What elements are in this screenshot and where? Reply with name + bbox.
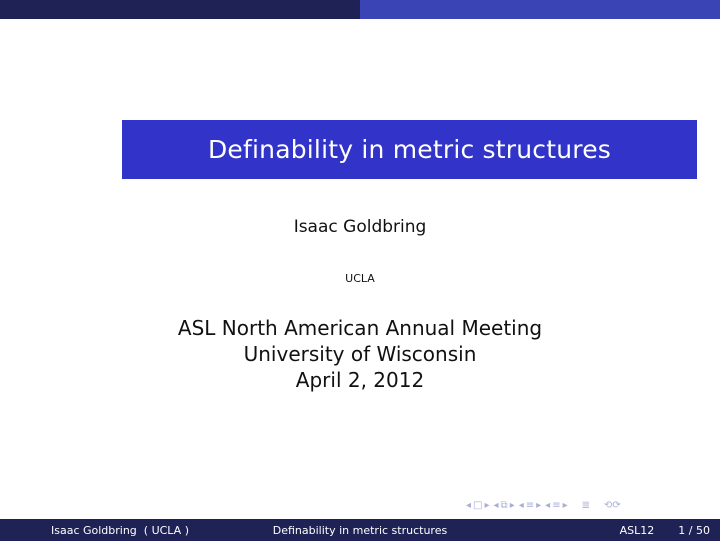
nav-arrow-left-icon[interactable]: ◂ xyxy=(466,500,472,511)
nav-section-icon[interactable]: ≡ xyxy=(525,500,535,511)
footer-author: Isaac Goldbring ( UCLA ) xyxy=(50,523,189,537)
header-bar xyxy=(0,0,720,19)
nav-subsection-icon[interactable]: ⧉ xyxy=(500,500,508,511)
author: Isaac Goldbring xyxy=(293,217,427,237)
footer-bar xyxy=(0,519,720,541)
nav-arrow-left-icon[interactable]: ◂ xyxy=(545,500,551,511)
title-box xyxy=(122,120,697,179)
institute: UCLA xyxy=(345,272,375,285)
footer-title: Definability in metric structures xyxy=(272,523,448,537)
nav-frame-icon[interactable]: □ xyxy=(473,500,483,511)
nav-presentation-icon[interactable]: ≡ xyxy=(552,500,561,511)
footer-title-section xyxy=(240,519,480,541)
event-info xyxy=(0,315,720,393)
header-bar-left xyxy=(0,0,360,19)
header-bar-right xyxy=(360,0,720,19)
nav-arrow-right-icon[interactable]: ▸ xyxy=(509,500,515,511)
nav-arrow-right-icon[interactable]: ▸ xyxy=(562,500,568,511)
event-location: University of Wisconsin xyxy=(243,342,477,366)
event-name: ASL North American Annual Meeting xyxy=(177,316,543,340)
footer-author-section xyxy=(0,519,240,541)
nav-arrow-left-icon[interactable]: ◂ xyxy=(493,500,499,511)
nav-search-icon[interactable]: ⟲⟳ xyxy=(604,500,621,511)
slide-title: Definability in metric structures xyxy=(207,135,612,164)
nav-arrow-right-icon[interactable]: ▸ xyxy=(536,500,542,511)
event-date: April 2, 2012 xyxy=(295,368,425,392)
page-number: 1 / 50 xyxy=(678,523,710,537)
nav-align-icon[interactable]: ≣ xyxy=(581,500,591,511)
footer-conference: ASL12 xyxy=(619,523,655,537)
navigation-symbols xyxy=(466,499,716,513)
nav-arrow-right-icon[interactable]: ▸ xyxy=(484,500,490,511)
footer-page-section xyxy=(480,519,720,541)
nav-arrow-left-icon[interactable]: ◂ xyxy=(518,500,524,511)
